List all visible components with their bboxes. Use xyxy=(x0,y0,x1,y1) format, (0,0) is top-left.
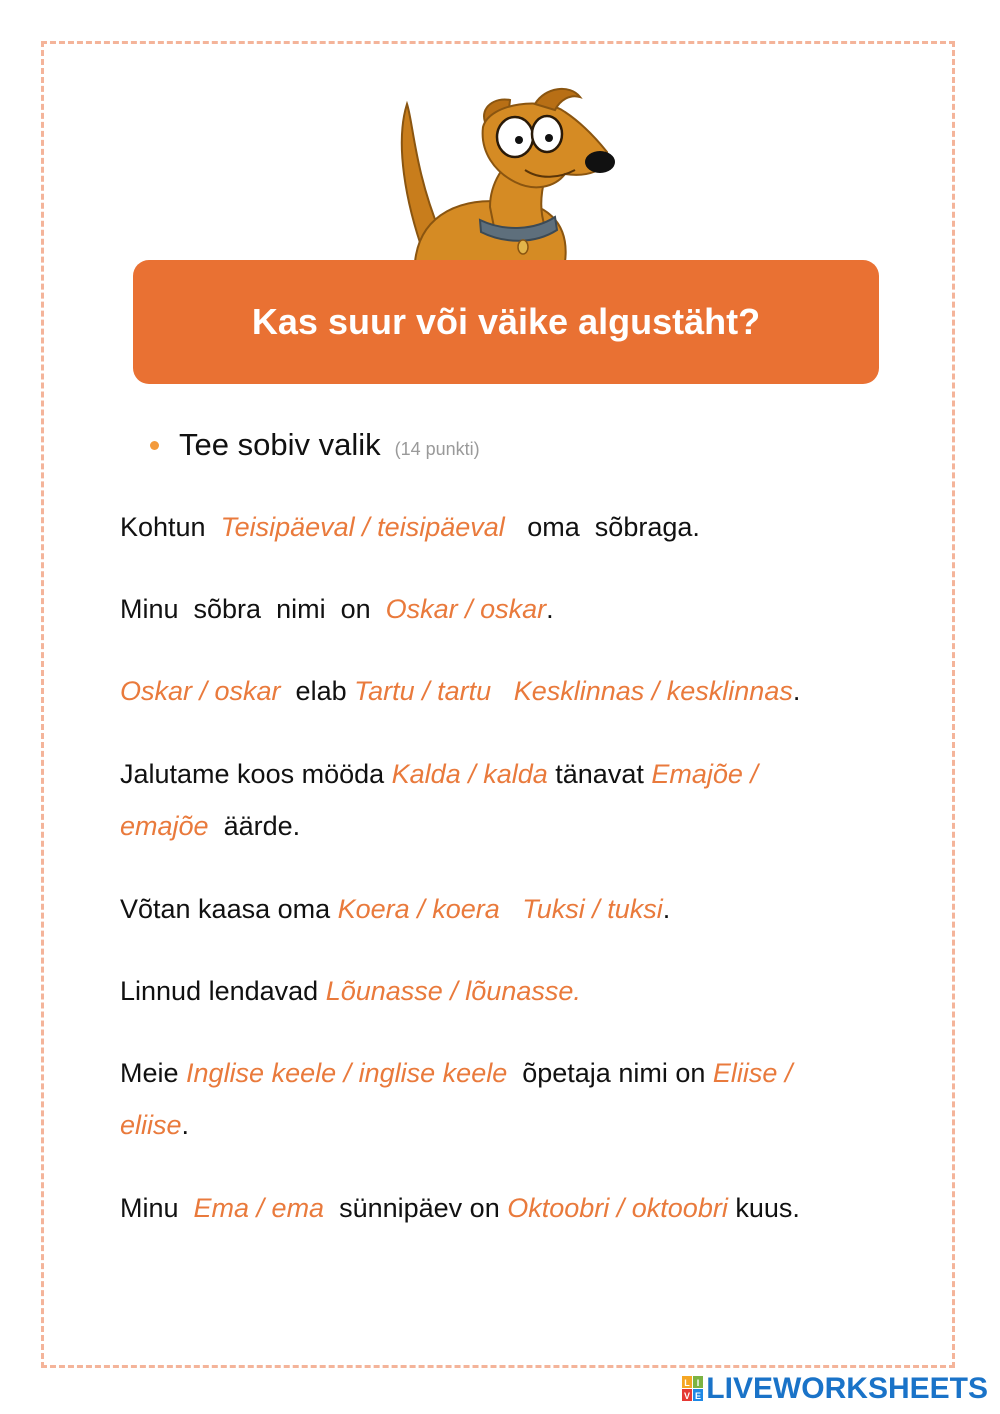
bullet-icon xyxy=(150,441,159,450)
choice-option[interactable]: Tartu / tartu xyxy=(354,676,492,706)
sentence-text: tänavat xyxy=(547,759,652,789)
logo-mark-letter: L xyxy=(684,1378,691,1388)
logo-mark-letter: E xyxy=(695,1391,702,1401)
title-banner xyxy=(133,260,879,384)
sentence-text: Meie xyxy=(120,1058,187,1088)
sentence-text: Võtan kaasa oma xyxy=(120,894,338,924)
sentence-text: Kohtun xyxy=(120,512,221,542)
choice-option[interactable]: Tuksi / tuksi xyxy=(522,894,663,924)
sentence-line xyxy=(120,976,581,1007)
sentence-text: Linnud lendavad xyxy=(120,976,326,1006)
sentence-line xyxy=(120,1058,792,1089)
sentence-text xyxy=(500,894,523,924)
sentence-line xyxy=(120,811,300,842)
logo-text: LIVEWORKSHEETS xyxy=(706,1372,988,1405)
sentence-line xyxy=(120,512,700,543)
instruction xyxy=(150,425,480,465)
sentence-text: . xyxy=(662,894,671,924)
sentence-text xyxy=(491,676,514,706)
sentence-line xyxy=(120,759,758,790)
logo-mark-letter: I xyxy=(697,1378,700,1388)
liveworksheets-logo xyxy=(682,1372,988,1406)
page-title: Kas suur või väike algustäht? xyxy=(251,301,761,342)
sentence-line xyxy=(120,676,800,707)
choice-option[interactable]: eliise xyxy=(120,1110,182,1140)
choice-option[interactable]: Kesklinnas / kesklinnas xyxy=(513,676,793,706)
choice-option[interactable]: Emajõe / xyxy=(651,759,758,789)
sentence-text: . xyxy=(546,594,554,624)
choice-option[interactable]: Oktoobri / oktoobri xyxy=(507,1193,728,1223)
dog-illustration xyxy=(395,82,625,262)
choice-option[interactable]: emajõe xyxy=(120,811,209,841)
sentence-text: Minu sõbra nimi on xyxy=(120,594,386,624)
sentence-text: Jalutame koos mööda xyxy=(120,759,392,789)
logo-mark-letter: V xyxy=(684,1391,691,1401)
points-label: (14 punkti) xyxy=(394,438,480,459)
sentence-text: oma sõbraga. xyxy=(504,512,700,542)
sentence-text: elab xyxy=(280,676,355,706)
sentence-text: äärde. xyxy=(208,811,301,841)
choice-option[interactable]: Lõunasse / lõunasse. xyxy=(325,976,581,1006)
instruction-text: Tee sobiv valik xyxy=(179,427,381,462)
choice-option[interactable]: Ema / ema xyxy=(193,1193,325,1223)
sentence-text: kuus. xyxy=(727,1193,800,1223)
liveworksheets-logo-icon xyxy=(682,1376,704,1402)
sentence-line xyxy=(120,1193,800,1224)
choice-option[interactable]: Oskar / oskar xyxy=(385,594,547,624)
choice-option[interactable]: Oskar / oskar xyxy=(120,676,281,706)
choice-option[interactable]: Kalda / kalda xyxy=(391,759,548,789)
sentence-line xyxy=(120,894,670,925)
sentence-text: . xyxy=(792,676,801,706)
choice-option[interactable]: Inglise keele / inglise keele xyxy=(186,1058,508,1088)
sentence-line xyxy=(120,1110,189,1141)
sentence-text: . xyxy=(181,1110,190,1140)
sentence-text: sünnipäev on xyxy=(324,1193,508,1223)
sentence-text: Minu xyxy=(120,1193,194,1223)
sentence-text: õpetaja nimi on xyxy=(507,1058,713,1088)
choice-option[interactable]: Koera / koera xyxy=(337,894,500,924)
sentence-line xyxy=(120,594,554,625)
choice-option[interactable]: Eliise / xyxy=(712,1058,793,1088)
choice-option[interactable]: Teisipäeval / teisipäeval xyxy=(220,512,505,542)
